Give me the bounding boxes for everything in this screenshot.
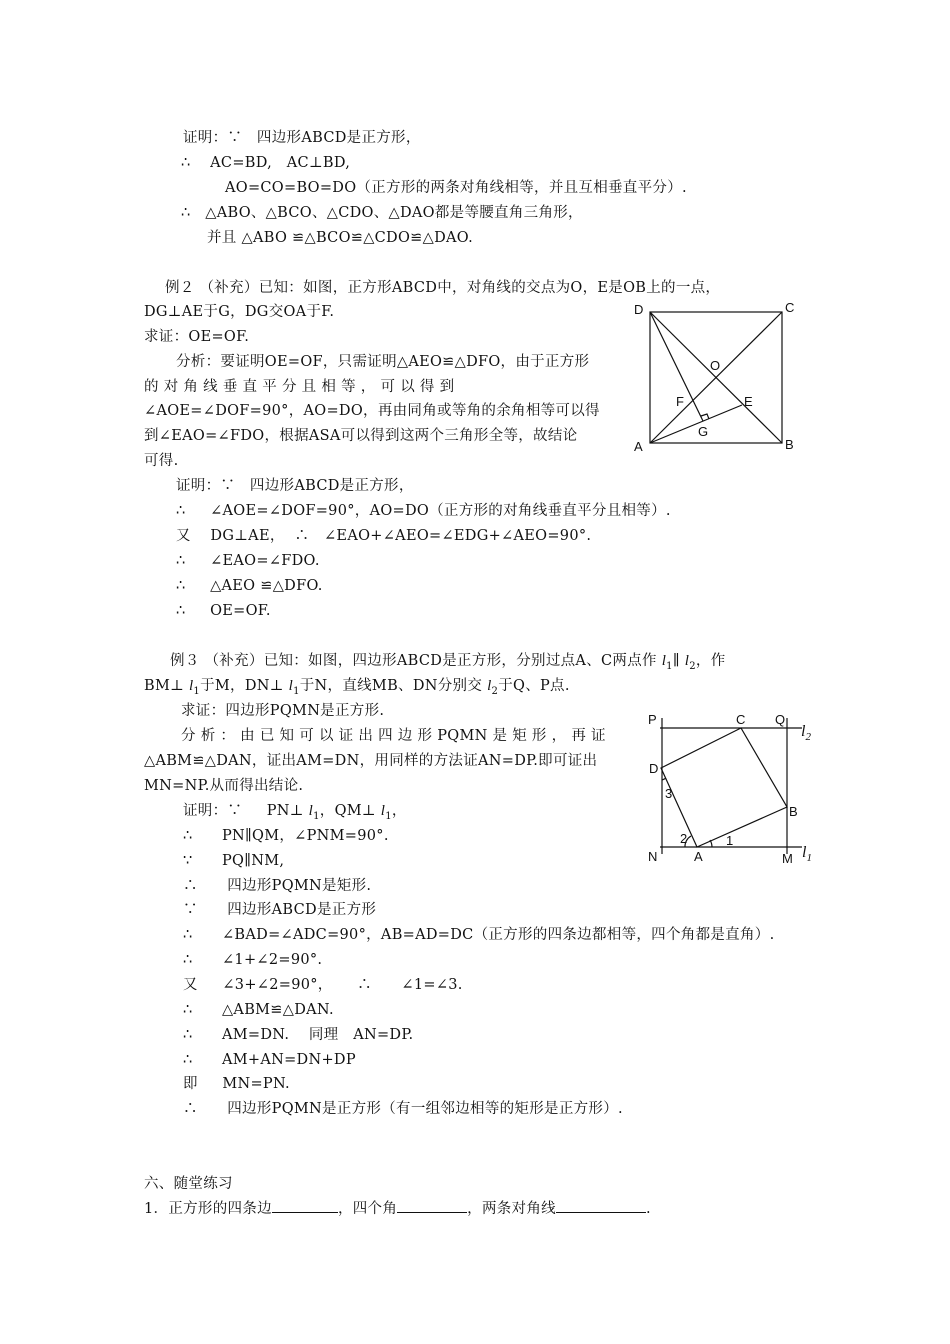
label-2: 2 bbox=[680, 831, 688, 846]
ex3-proof-9: ∴ △ABM≌△DAN. bbox=[183, 1002, 334, 1018]
blank-diagonals[interactable] bbox=[556, 1198, 646, 1213]
ex2-analysis-4: 到∠EAO=∠FDO，根据ASA可以得到这两个三角形全等，故结论 bbox=[144, 428, 578, 444]
ex2-proof-6: ∴ OE=OF. bbox=[176, 603, 271, 619]
ex3-analysis-3: MN=NP.从而得出结论. bbox=[144, 778, 304, 794]
ex2-analysis-2: 的 对 角 线 垂 直 平 分 且 相 等 ， 可 以 得 到 bbox=[144, 379, 455, 395]
label-n: N bbox=[648, 849, 658, 864]
label-l1: $l_1$ bbox=[802, 844, 812, 864]
ex3-proof-11: ∴ AM+AN=DN+DP bbox=[183, 1052, 356, 1068]
label-c: C bbox=[785, 300, 795, 315]
ex2-analysis-5: 可得. bbox=[144, 453, 179, 469]
label-a: A bbox=[694, 849, 703, 864]
ex3-square-diagram bbox=[644, 706, 824, 868]
label-c: C bbox=[736, 712, 746, 727]
proof1-line2: ∴ AC=BD, AC⊥BD, bbox=[181, 155, 351, 171]
ex3-proof-6: ∴ ∠BAD=∠ADC=90°，AB=AD=DC（正方形的四条边都相等，四个角都是直角）. bbox=[183, 927, 775, 943]
ex2-square-diagram bbox=[630, 298, 802, 454]
ex3-proof-10: ∴ AM=DN. 同理 AN=DP. bbox=[183, 1027, 414, 1043]
ex2-statement-2: DG⊥AE于G，DG交OA于F. bbox=[144, 304, 335, 320]
ex3-proof-13: ∴ 四边形PQMN是正方形（有一组邻边相等的矩形是正方形）. bbox=[183, 1101, 623, 1117]
proof1-line4: ∴ △ABO、△BCO、△CDO、△DAO都是等腰直角三角形， bbox=[181, 205, 583, 221]
label-3: 3 bbox=[665, 786, 673, 801]
ex3-analysis-2: △ABM≌△DAN，证出AM=DN，用同样的方法证AN=DP.即可证出 bbox=[144, 753, 598, 769]
ex3-proof-2: ∴ PN∥QM，∠PNM=90°. bbox=[183, 828, 389, 844]
ex2-statement-1: 例２ （补充）已知：如图，正方形ABCD中，对角线的交点为O，E是OB上的一点， bbox=[165, 280, 721, 296]
label-d: D bbox=[634, 302, 644, 317]
label-f: F bbox=[676, 394, 684, 409]
ex3-prove: 求证：四边形PQMN是正方形. bbox=[181, 703, 385, 719]
section-title: 六、随堂练习 bbox=[144, 1176, 233, 1192]
ex3-statement-1: 例３ （补充）已知：如图，四边形ABCD是正方形，分别过点A、C两点作 $l_1\parallel$ $l_2$，作 bbox=[170, 653, 726, 672]
label-p: P bbox=[648, 712, 657, 727]
label-o: O bbox=[710, 358, 721, 373]
blank-angles[interactable] bbox=[397, 1198, 467, 1213]
ex3-proof-1: 证明：∵ PN⊥ $l_1$，QM⊥ $l_1$， bbox=[183, 803, 407, 822]
ex2-proof-5: ∴ △AEO ≌△DFO. bbox=[176, 578, 323, 594]
ex2-proof-2: ∴ ∠AOE=∠DOF=90°，AO=DO（正方形的对角线垂直平分且相等）. bbox=[176, 503, 671, 519]
proof1-line3: AO=CO=BO=DO（正方形的两条对角线相等，并且互相垂直平分）. bbox=[225, 180, 687, 196]
ex3-proof-8: 又 ∠3+∠2=90°， ∴ ∠1=∠3. bbox=[183, 977, 463, 993]
label-q: Q bbox=[775, 712, 786, 727]
ex3-proof-5: ∵ 四边形ABCD是正方形 bbox=[183, 902, 377, 918]
proof1-line5: 并且 △ABO ≌△BCO≌△CDO≌△DAO. bbox=[207, 230, 474, 246]
segment-ae bbox=[650, 405, 742, 443]
label-d: D bbox=[649, 761, 659, 776]
ex3-proof-12: 即 MN=PN. bbox=[183, 1076, 290, 1092]
ex2-proof-1: 证明：∵ 四边形ABCD是正方形， bbox=[176, 478, 414, 494]
blank-sides[interactable] bbox=[272, 1198, 338, 1213]
ex3-analysis-1: 分 析 ： 由 已 知 可 以 证 出 四 边 形 PQMN 是 矩 形 ， 再 证 bbox=[181, 728, 606, 744]
label-a: A bbox=[634, 439, 643, 454]
exercise-1: 1．正方形的四条边 ，四个角 ，两条对角线 . bbox=[144, 1198, 651, 1219]
ex2-proof-3: 又 DG⊥AE， ∴ ∠EAO+∠AEO=∠EDG+∠AEO=90°. bbox=[176, 528, 592, 544]
label-b: B bbox=[785, 437, 794, 452]
ex2-prove: 求证：OE=OF. bbox=[144, 329, 250, 345]
label-1: 1 bbox=[726, 833, 734, 848]
ex3-proof-3: ∵ PQ∥NM, bbox=[183, 853, 285, 869]
label-l2: $l_2$ bbox=[801, 723, 811, 743]
ex3-proof-7: ∴ ∠1+∠2=90°. bbox=[183, 952, 323, 968]
square-abcd bbox=[661, 728, 787, 847]
label-e: E bbox=[744, 394, 753, 409]
proof1-line1: 证明：∵ 四边形ABCD是正方形， bbox=[183, 130, 421, 146]
label-m: M bbox=[782, 851, 793, 866]
label-g: G bbox=[698, 424, 709, 439]
label-b: B bbox=[789, 804, 798, 819]
ex3-proof-4: ∴ 四边形PQMN是矩形. bbox=[183, 878, 372, 894]
ex3-statement-2: BM⊥ $l_1$于M，DN⊥ $l_1$于N，直线MB、DN分别交 $l_2$于Q、P点. bbox=[144, 678, 570, 697]
ex2-proof-4: ∴ ∠EAO=∠FDO. bbox=[176, 553, 320, 569]
ex2-analysis-3: ∠AOE=∠DOF=90°，AO=DO，再由同角或等角的余角相等可以得 bbox=[144, 403, 600, 419]
ex2-analysis-1: 分析：要证明OE=OF，只需证明△AEO≌△DFO，由于正方形 bbox=[176, 354, 590, 370]
